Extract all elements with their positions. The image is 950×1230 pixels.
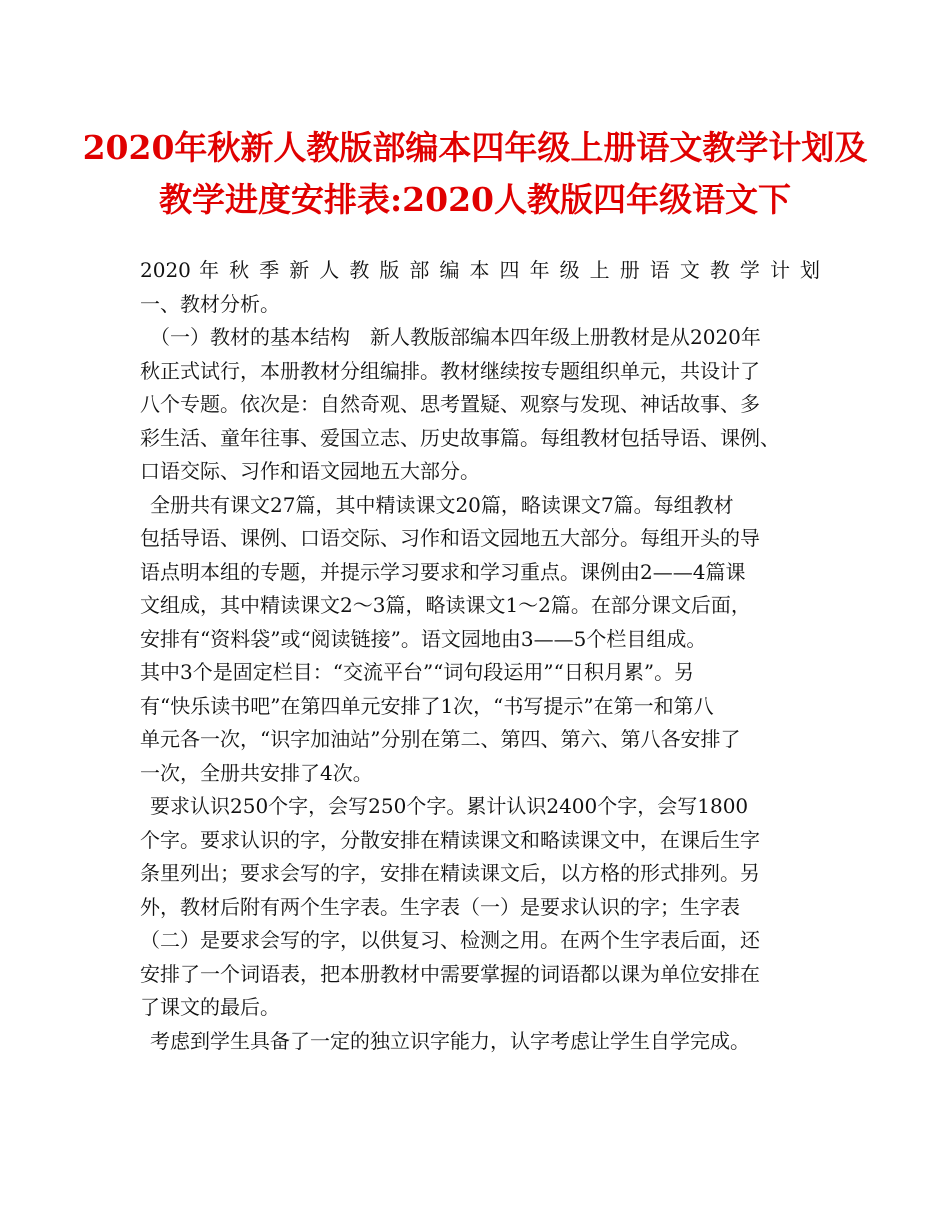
paragraph-line: 一次，全册共安排了4次。 [140, 760, 373, 785]
paragraph-line: 个字。要求认识的字，分散安排在精读课文和略读课文中，在课后生字 [140, 827, 760, 852]
paragraph-line: 口语交际、习作和语文园地五大部分。 [140, 459, 480, 483]
paragraph-line: 条里列出；要求会写的字，安排在精读课文后，以方格的形式排列。另 [140, 861, 760, 885]
paragraph-line: 一、教材分析。 [140, 291, 280, 316]
paragraph-line: 2020 年 秋 季 新 人 教 版 部 编 本 四 年 级 上 册 语 文 教 学 计 划 [140, 258, 820, 282]
paragraph-line: （一）教材的基本结构 新人教版部编本四年级上册教材是从2020年 [150, 325, 761, 349]
paragraph-line: 其中3个是固定栏目：“交流平台”“词句段运用”“日积月累”。另 [140, 660, 695, 684]
paragraph-line: 安排了一个词语表，把本册教材中需要掌握的词语都以课为单位安排在 [140, 961, 760, 986]
document-title-line-2: 教学进度安排表:2020人教版四年级语文下 [158, 180, 792, 219]
paragraph-line: （二）是要求会写的字，以供复习、检测之用。在两个生字表后面，还 [140, 928, 760, 952]
paragraph-line: 有“快乐读书吧”在第四单元安排了1次，“书写提示”在第一和第八 [140, 693, 714, 718]
paragraph-line: 文组成，其中精读课文2～3篇，略读课文1～2篇。在部分课文后面， [140, 593, 751, 617]
paragraph-line: 了课文的最后。 [140, 995, 280, 1019]
paragraph-line: 要求认识250个字，会写250个字。累计认识2400个字，会写1800 [150, 794, 749, 818]
paragraph-line: 语点明本组的专题，并提示学习要求和学习重点。课例由2——4篇课 [140, 559, 746, 584]
paragraph-line: 考虑到学生具备了一定的独立识字能力，认字考虑让学生自学完成。 [150, 1028, 750, 1053]
document-body [140, 254, 820, 1058]
paragraph-line: 单元各一次，“识字加油站”分别在第二、第四、第六、第八各安排了 [140, 727, 741, 751]
paragraph-line: 安排有“资料袋”或“阅读链接”。语文园地由3——5个栏目组成。 [140, 626, 707, 651]
paragraph-line: 外，教材后附有两个生字表。生字表（一）是要求认识的字；生字表 [140, 894, 740, 919]
paragraph-line: 彩生活、童年往事、爱国立志、历史故事篇。每组教材包括导语、课例、 [140, 425, 780, 450]
paragraph-line: 秋正式试行，本册教材分组编排。教材继续按专题组织单元，共设计了 [140, 358, 760, 383]
document-title-line-1: 2020年秋新人教版部编本四年级上册语文教学计划及 [82, 128, 868, 167]
paragraph-line: 包括导语、课例、口语交际、习作和语文园地五大部分。每组开头的导 [140, 526, 760, 550]
paragraph-line: 八个专题。依次是：自然奇观、思考置疑、观察与发现、神话故事、多 [140, 392, 760, 416]
paragraph-line: 全册共有课文27篇，其中精读课文20篇，略读课文7篇。每组教材 [150, 492, 734, 517]
